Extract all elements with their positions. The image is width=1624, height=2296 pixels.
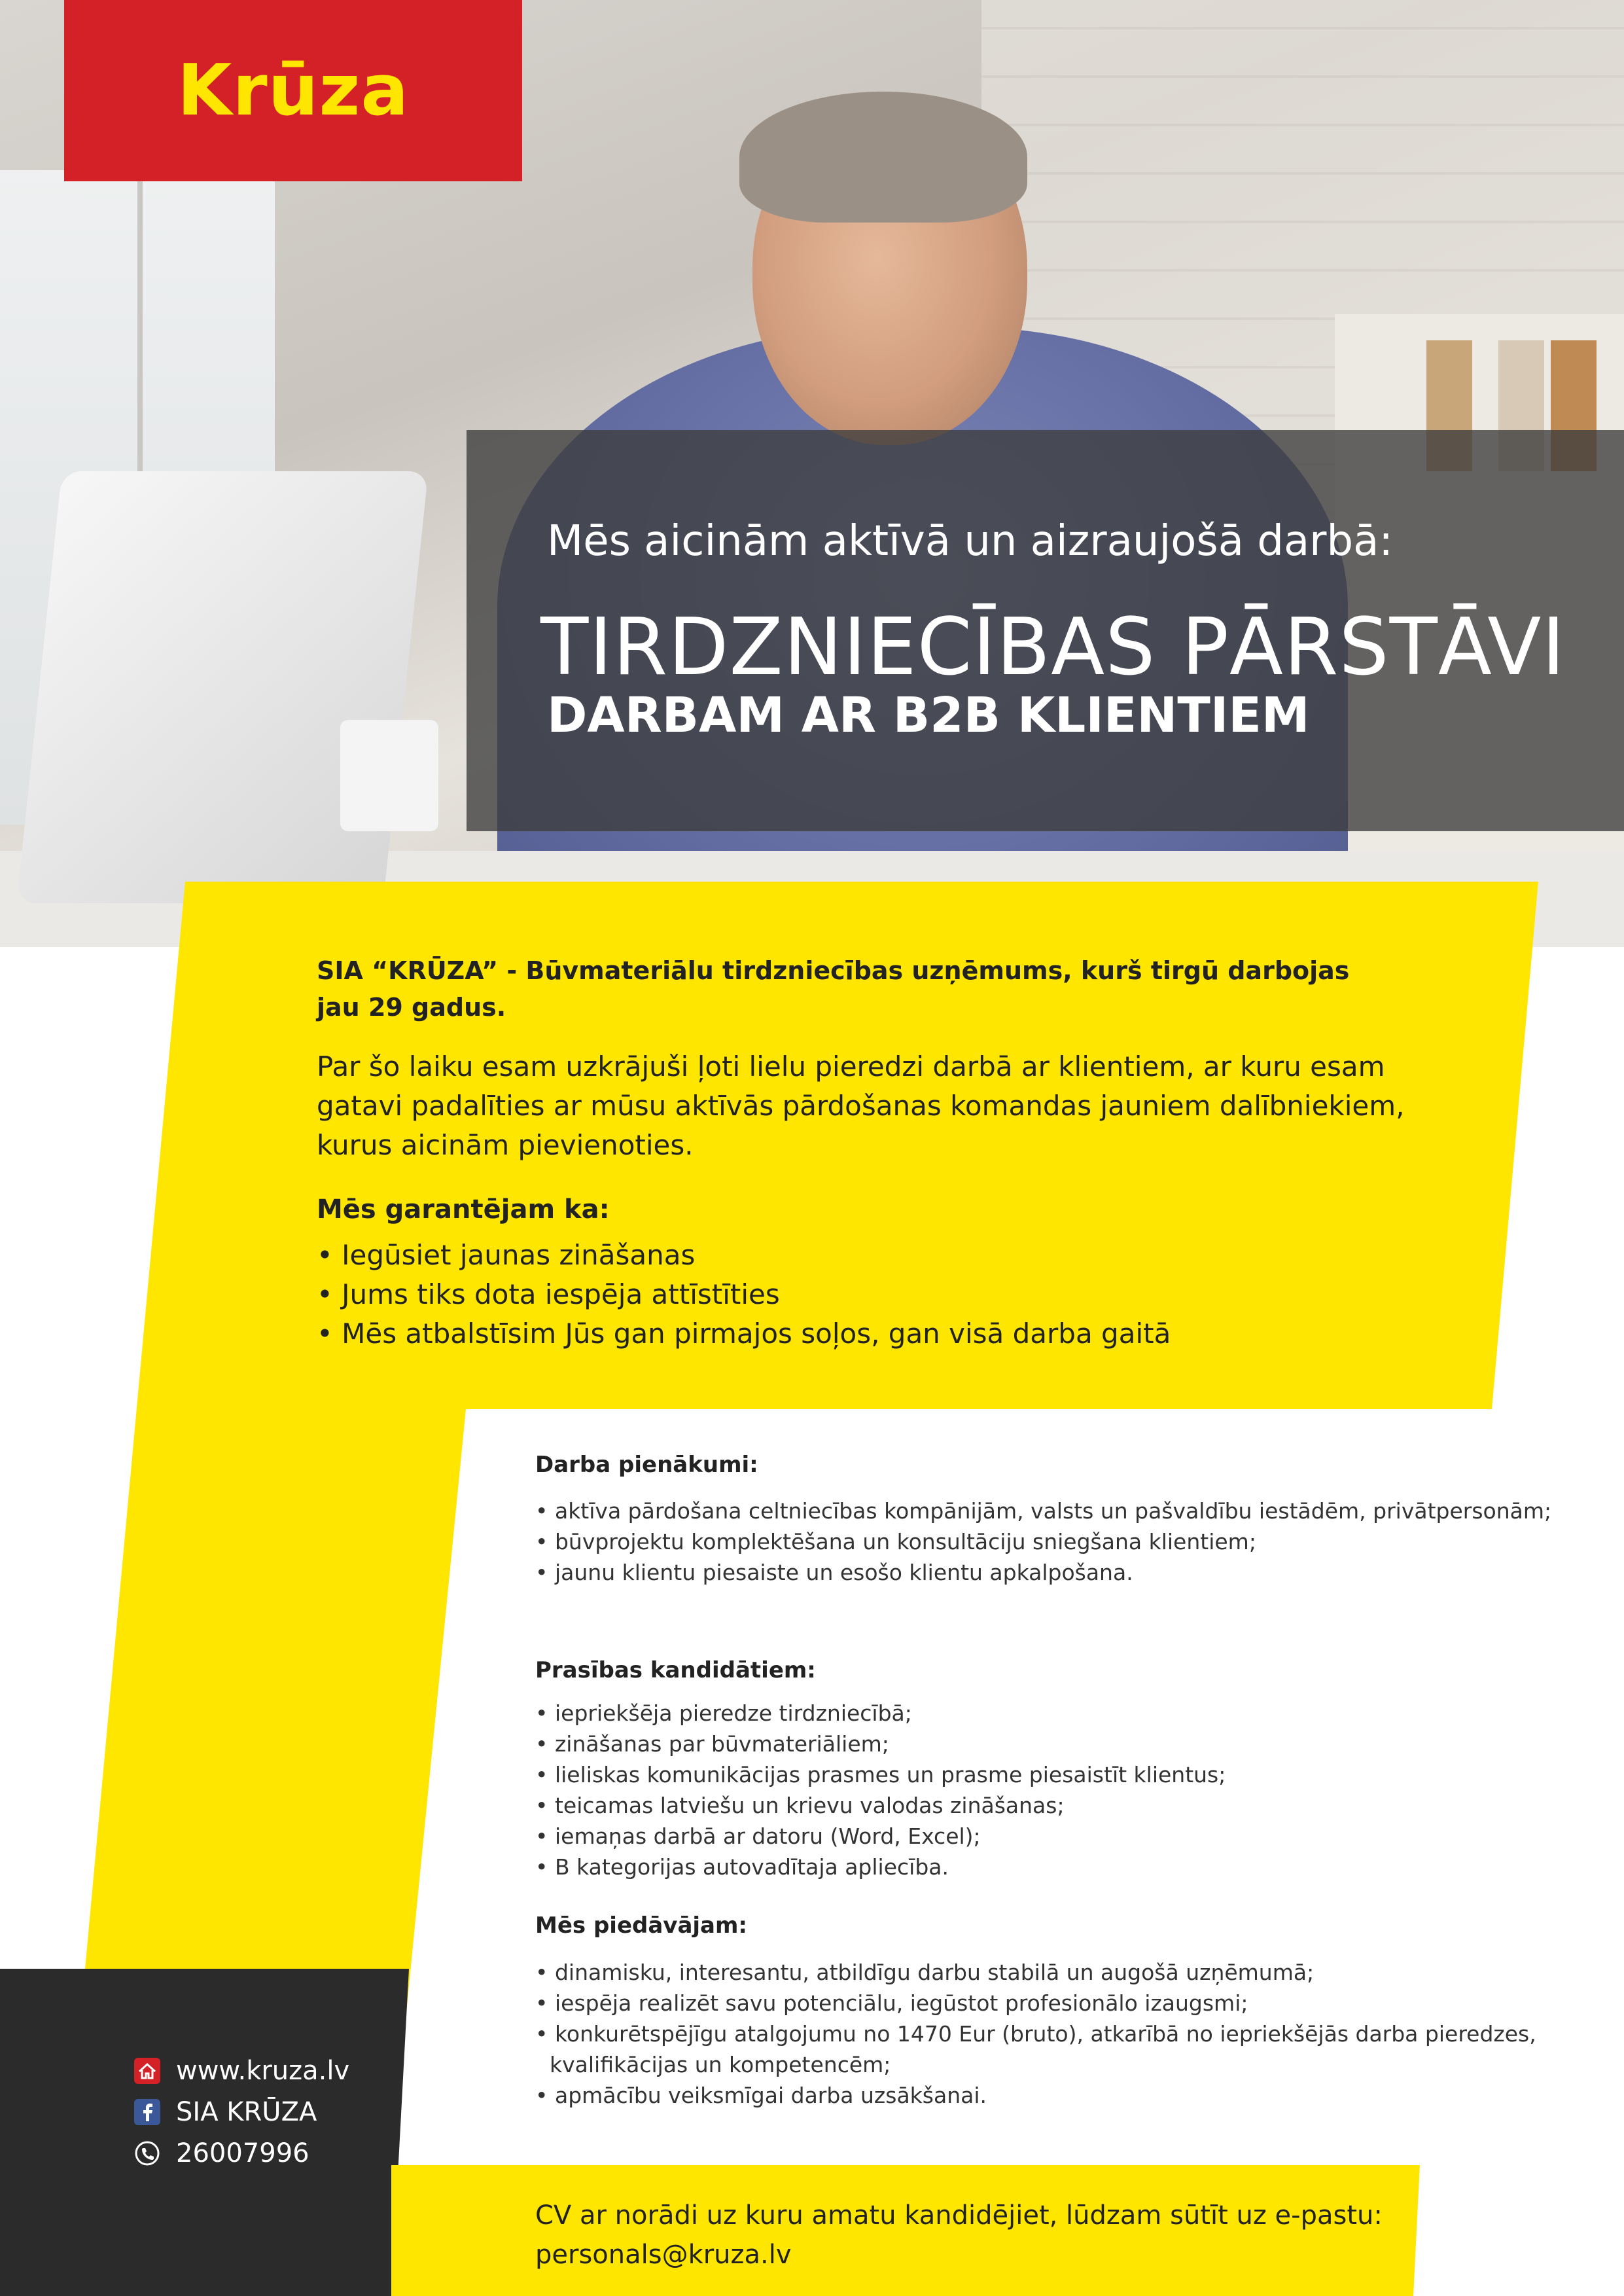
requirements-heading: Prasības kandidātiem: — [535, 1657, 816, 1683]
list-item: • teicamas latviešu un krievu valodas zināšanas; — [535, 1790, 1556, 1821]
guarantee-heading: Mēs garantējam ka: — [317, 1194, 610, 1225]
job-title: TIRDZNIECĪBAS PĀRSTĀVI — [540, 602, 1566, 693]
requirements-list — [535, 1698, 1556, 1882]
company-line-1: SIA “KRŪZA” - Būvmateriālu tirdzniecības uzņēmums, kurš tirgū darbojas — [317, 956, 1350, 985]
contact-website[interactable] — [134, 2050, 349, 2091]
list-item: • konkurētspējīgu atalgojumu no 1470 Eur (bruto), atkarībā no iepriekšējās darba pieredzes, kvalifikācijas un kompetencēm; — [535, 2018, 1556, 2080]
facebook-link[interactable]: SIA KRŪZA — [176, 2096, 317, 2127]
banner-intro: Mēs aicinām aktīvā un aizraujošā darbā: — [547, 517, 1393, 565]
cta-text: CV ar norādi uz kuru amatu kandidējiet, lūdzam sūtīt uz e-pastu: — [535, 2200, 1383, 2231]
phone-icon — [134, 2140, 160, 2166]
company-line-2: jau 29 gadus. — [317, 993, 506, 1022]
guarantee-list — [317, 1236, 1171, 1354]
list-item: • iepriekšēja pieredze tirdzniecībā; — [535, 1698, 1556, 1729]
list-item: • Iegūsiet jaunas zināšanas — [317, 1236, 1171, 1275]
contact-facebook[interactable] — [134, 2091, 349, 2132]
list-item: • iemaņas darbā ar datoru (Word, Excel); — [535, 1821, 1556, 1852]
list-item: • Mēs atbalstīsim Jūs gan pirmajos soļos, gan visā darba gaitā — [317, 1314, 1171, 1354]
list-item: • lieliskas komunikācijas prasmes un prasme piesaistīt klientus; — [535, 1759, 1556, 1790]
offer-heading: Mēs piedāvājam: — [535, 1912, 748, 1939]
list-item: • aktīva pārdošana celtniecības kompānijām, valsts un pašvaldību iestādēm, privātpersonām; — [535, 1496, 1556, 1526]
list-item: • B kategorijas autovadītaja apliecība. — [535, 1852, 1556, 1882]
list-item: • apmācību veiksmīgai darba uzsākšanai. — [535, 2080, 1556, 2111]
offer-list — [535, 1957, 1556, 2111]
list-item: • dinamisku, interesantu, atbildīgu darbu stabilā un augošā uzņēmumā; — [535, 1957, 1556, 1988]
phone-number[interactable]: 26007996 — [176, 2138, 309, 2168]
facebook-icon — [134, 2099, 160, 2125]
list-item: • jaunu klientu piesaiste un esošo klientu apkalpošana. — [535, 1557, 1556, 1588]
job-subtitle: DARBAM AR B2B KLIENTIEM — [547, 687, 1310, 744]
duties-list — [535, 1496, 1556, 1588]
cta-email[interactable]: personals@kruza.lv — [535, 2240, 792, 2270]
list-item: • Jums tiks dota iespēja attīstīties — [317, 1275, 1171, 1314]
website-link[interactable]: www.kruza.lv — [176, 2055, 350, 2086]
cta — [535, 2196, 1386, 2274]
logo-text: Krūza — [177, 50, 410, 132]
intro-paragraph: Par šo laiku esam uzkrājuši ļoti lielu pieredzi darbā ar klientiem, ar kuru esam gatavi padalīties ar mūsu aktīvās pārdošanas komandas jauniem dalībniekiem, kurus aicinām pievienoties. — [317, 1050, 1405, 1161]
home-icon — [134, 2058, 160, 2084]
company-description — [317, 952, 1429, 1026]
list-item: • iespēja realizēt savu potenciālu, iegūstot profesionālo izaugsmi; — [535, 1988, 1556, 2018]
duties-heading: Darba pienākumi: — [535, 1452, 758, 1478]
contact-phone[interactable] — [134, 2132, 349, 2174]
contact-block — [134, 2050, 349, 2174]
list-item: • zināšanas par būvmateriāliem; — [535, 1729, 1556, 1759]
list-item: • būvprojektu komplektēšana un konsultāciju sniegšana klientiem; — [535, 1526, 1556, 1557]
